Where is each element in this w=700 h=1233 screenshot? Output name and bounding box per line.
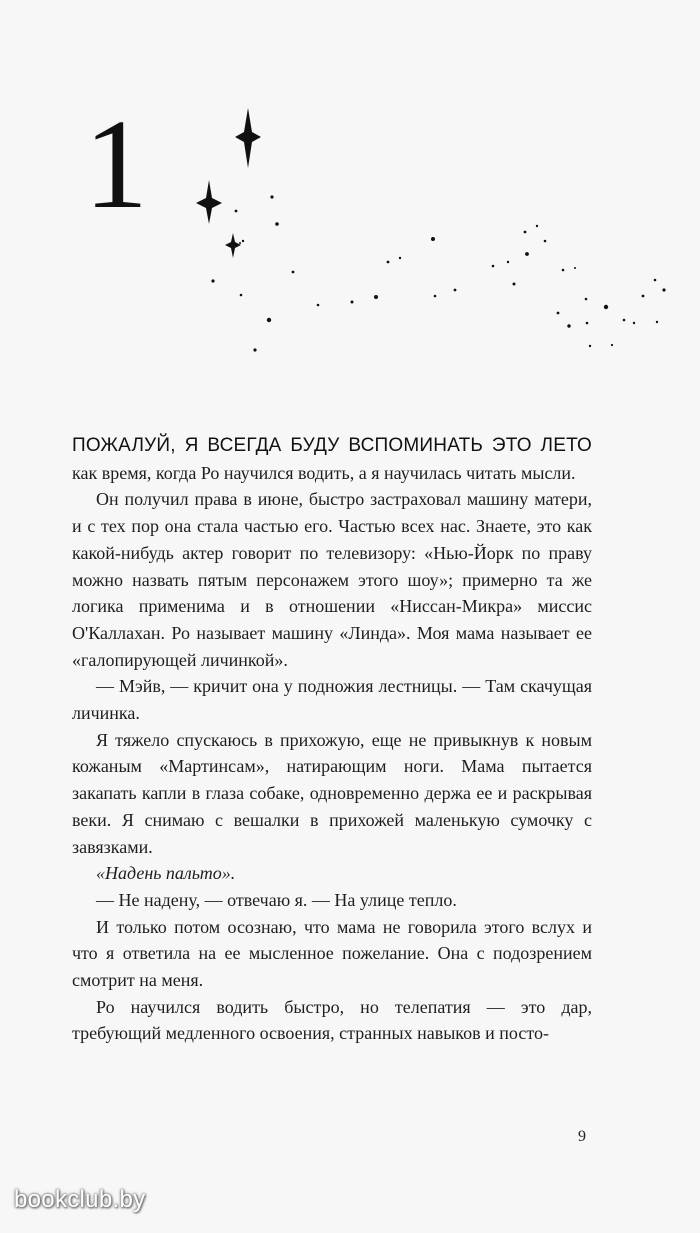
paragraph: — Не надену, — отвечаю я. — На улице тепло. <box>96 889 457 910</box>
watermark: bookclub.by <box>14 1186 146 1213</box>
opening-paragraph <box>72 432 592 486</box>
page-number: 9 <box>578 1128 586 1145</box>
stars-decoration-icon <box>0 0 700 380</box>
opening-caps: ПОЖАЛУЙ, Я ВСЕГДА БУДУ ВСПОМИНАТЬ ЭТО ЛЕТО <box>72 435 592 456</box>
paragraph-italic-thought: «Надень пальто». <box>96 863 236 884</box>
paragraph: Он получил права в июне, быстро застраховал машину матери, и с тех пор она стала частью его. Частью всех нас. Знаете, это как какой-нибудь актер говорит по телевизору: «Нью-Йорк по праву можно назвать пятым персонажем этого шоу»; примерно та же логика применима и в отношении «Ниссан-Микра» миссис О'Каллахан. Ро называет машину «Линда». Моя мама называет ее «галопирующей личинкой». <box>72 489 592 670</box>
paragraph: Ро научился водить быстро, но телепатия — это дар, требующий медленного освоения, странных навыков и посто- <box>72 996 592 1044</box>
chapter-number: 1 <box>84 93 148 235</box>
paragraph: И только потом осознаю, что мама не говорила этого вслух и что я ответила на ее мысленное пожелание. Она с подозрением смотрит на меня. <box>72 916 592 991</box>
paragraph: Я тяжело спускаюсь в прихожую, еще не привыкнув к новым кожаным «Мартинсам», натирающим ноги. Мама пытается закапать капли в глаза собаке, одновременно держа ее и раскрывая веки. Я снимаю с вешалки в прихожей маленькую сумочку с завязками. <box>72 729 592 857</box>
body-text <box>72 432 592 1047</box>
opening-rest: как время, когда Ро научился водить, а я научилась читать мысли. <box>72 462 576 483</box>
paragraph: — Мэйв, — кричит она у подножия лестницы. — Там скачущая личинка. <box>72 676 592 724</box>
